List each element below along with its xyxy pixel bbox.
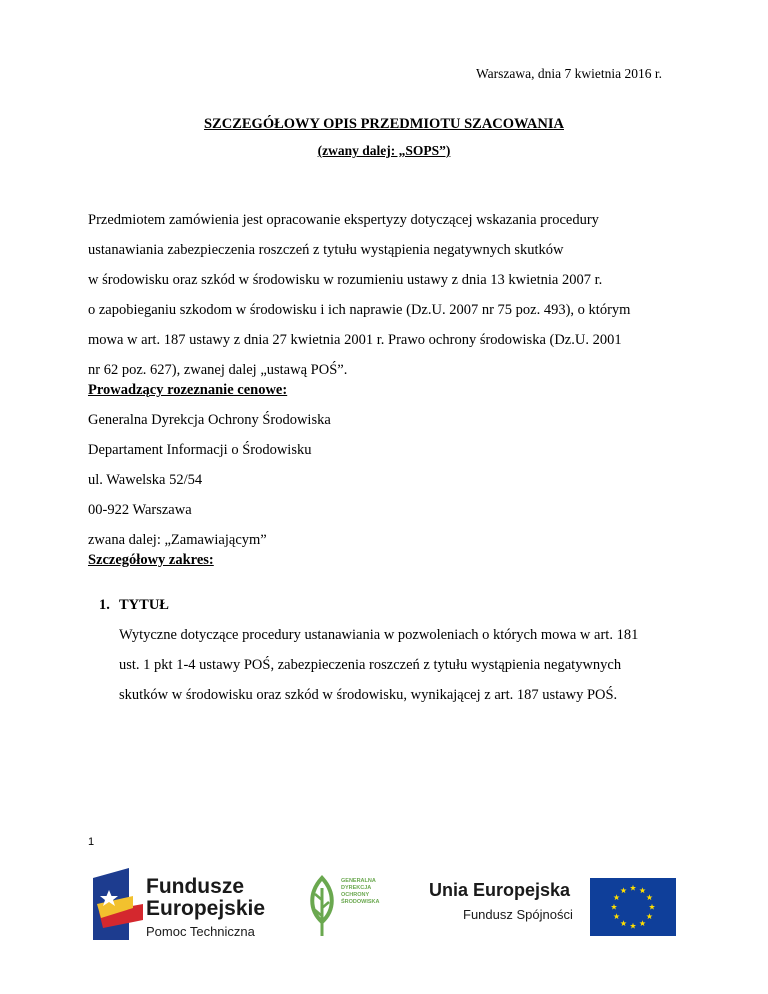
scope-item-body (119, 620, 679, 710)
intro-line: ustanawiania zabezpieczenia roszczeń z tytułu wystąpienia negatywnych skutków (88, 242, 564, 258)
fundusze-europejskie-text (146, 876, 265, 939)
contact-line: zwana dalej: „Zamawiającym” (88, 532, 267, 548)
gdos-line: ŚRODOWISKA (341, 899, 380, 905)
fe-line2: Europejskie (146, 897, 266, 920)
document-title: SZCZEGÓŁOWY OPIS PRZEDMIOTU SZACOWANIA (203, 116, 564, 132)
gdos-text (341, 878, 380, 906)
page-number: 1 (88, 836, 95, 848)
document-subtitle: (zwany dalej: „SOPS”) (317, 143, 451, 158)
gdos-line: DYREKCJA (341, 885, 372, 891)
scope-item-line: ust. 1 pkt 1-4 ustawy POŚ, zabezpieczenia roszczeń z tytułu wystąpienia negatywnych (119, 657, 622, 673)
ue-title: Unia Europejska (429, 880, 571, 900)
intro-line: w środowisku oraz szkód w środowisku w rozumieniu ustawy z dnia 13 kwietnia 2007 r. (88, 272, 603, 288)
fe-line3: Pomoc Techniczna (146, 924, 255, 939)
scope-item-heading (99, 597, 169, 614)
eu-flag-icon (590, 878, 676, 936)
ue-subtitle: Fundusz Spójności (463, 907, 573, 922)
fe-line1: Fundusze (146, 875, 244, 898)
fundusze-europejskie-logo-icon (93, 868, 143, 940)
gdos-line: OCHRONY (341, 892, 370, 898)
scope-item-line: skutków w środowisku oraz szkód w środowisku, wynikającej z art. 187 ustawy POŚ. (119, 687, 618, 703)
scope-heading: Szczegółowy zakres: (88, 552, 214, 568)
gdos-line: GENERALNA (341, 878, 376, 884)
footer-logos (0, 866, 768, 946)
contact-line: 00-922 Warszawa (88, 502, 192, 518)
scope-item-line: Wytyczne dotyczące procedury ustanawiania w pozwoleniach o których mowa w art. 181 (119, 627, 639, 643)
gdos-leaf-icon (305, 874, 339, 938)
document-date: Warszawa, dnia 7 kwietnia 2016 r. (476, 66, 662, 81)
intro-line: Przedmiotem zamówienia jest opracowanie ekspertyzy dotyczącej wskazania procedury (88, 212, 599, 228)
scope-item-number: 1. (99, 597, 110, 613)
intro-paragraph (88, 205, 678, 385)
scope-item-title: TYTUŁ (119, 597, 169, 613)
intro-line: o zapobieganiu szkodom w środowisku i ich naprawie (Dz.U. 2007 nr 75 poz. 493), o którym (88, 302, 631, 318)
unia-europejska-text (429, 880, 573, 922)
contact-line: Generalna Dyrekcja Ochrony Środowiska (88, 412, 331, 428)
contact-block (88, 375, 331, 555)
contact-line: ul. Wawelska 52/54 (88, 472, 203, 488)
contact-heading: Prowadzący rozeznanie cenowe: (88, 382, 288, 398)
intro-line: mowa w art. 187 ustawy z dnia 27 kwietnia 2001 r. Prawo ochrony środowiska (Dz.U. 2001 (88, 332, 622, 348)
contact-line: Departament Informacji o Środowisku (88, 442, 312, 458)
intro-line: nr 62 poz. 627), zwanej dalej „ustawą POŚ”. (88, 362, 348, 378)
